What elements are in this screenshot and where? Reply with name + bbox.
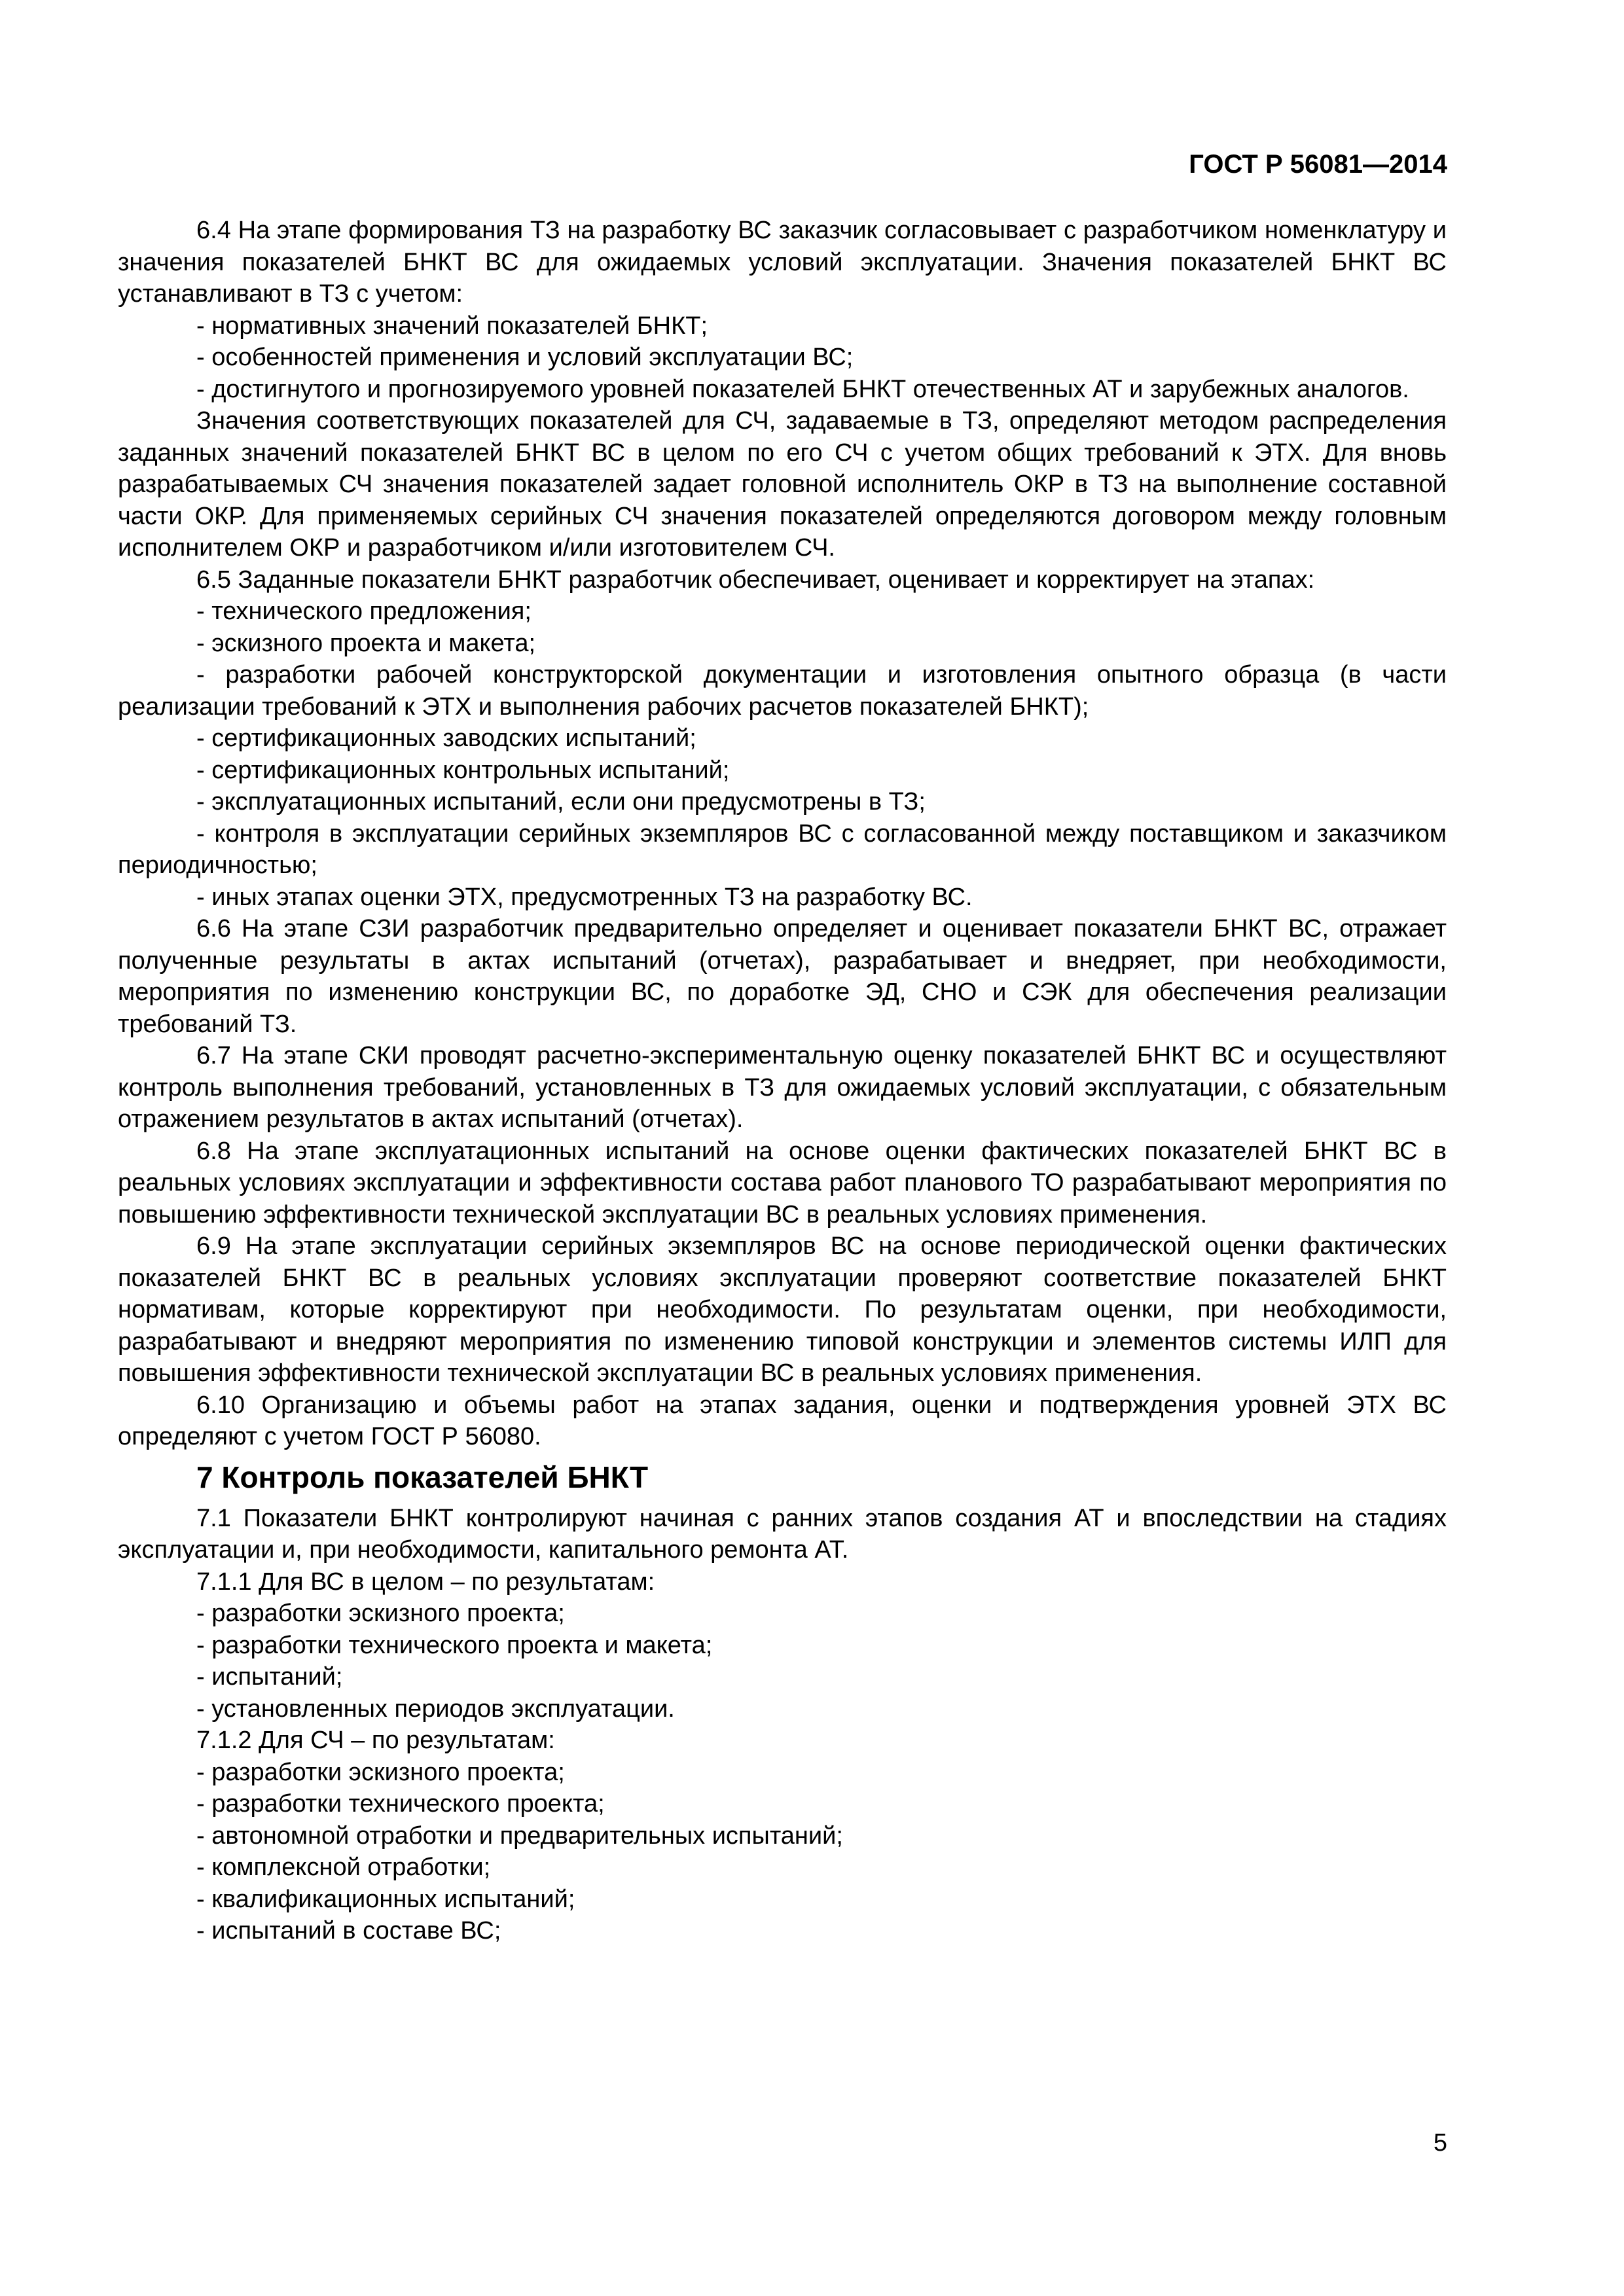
- paragraph-7-1-2: 7.1.2 Для СЧ – по результатам:: [196, 1727, 555, 1754]
- list-item: - разработки рабочей конструкторской документации и изготовления опытного образца (в части реализации требований к ЭТХ и выполнения рабочих расчетов показателей БНКТ);: [118, 661, 1447, 721]
- document-body: [118, 215, 1447, 1947]
- paragraph-6-5: 6.5 Заданные показатели БНКТ разработчик обеспечивает, оценивает и корректирует на этапах:: [196, 565, 1315, 594]
- paragraph-6-6: 6.6 На этапе СЗИ разработчик предварительно определяет и оценивает показатели БНКТ ВС, отражает полученные результаты в актах испытаний (отчетах), разрабатывает и внедряет, при необходимости, мероприятия по изменению конструкции ВС, по доработке ЭД, СНО и СЭК для обеспечения реализации требований ТЗ.: [118, 915, 1447, 1038]
- list-item: - нормативных значений показателей БНКТ;: [196, 312, 708, 340]
- list-item: - разработки технического проекта и макета;: [196, 1631, 713, 1659]
- list-item: - особенностей применения и условий эксплуатации ВС;: [196, 344, 854, 371]
- list-item: - контроля в эксплуатации серийных экземпляров ВС с согласованной между поставщиком и заказчиком периодичностью;: [118, 819, 1447, 879]
- page-number: 5: [1433, 2129, 1447, 2157]
- list-item: - технического предложения;: [196, 598, 532, 625]
- paragraph-6-7: 6.7 На этапе СКИ проводят расчетно-экспериментальную оценку показателей БНКТ ВС и осуществляют контроль выполнения требований, установленных в ТЗ для ожидаемых условий эксплуатации, с обязательным отражением результатов в актах испытаний (отчетах).: [118, 1042, 1447, 1133]
- list-item: - испытаний;: [196, 1663, 343, 1691]
- list-item: - разработки технического проекта;: [196, 1790, 605, 1818]
- list-item: - эскизного проекта и макета;: [196, 629, 536, 657]
- paragraph-6-10: 6.10 Организацию и объемы работ на этапах задания, оценки и подтверждения уровней ЭТХ ВС определяют с учетом ГОСТ Р 56080.: [118, 1391, 1447, 1450]
- paragraph-7-1: 7.1 Показатели БНКТ контролируют начиная с ранних этапов создания АТ и впоследствии на стадиях эксплуатации и, при необходимости, капитального ремонта АТ.: [118, 1504, 1447, 1564]
- list-item: - квалификационных испытаний;: [196, 1885, 575, 1913]
- list-item: - автономной отработки и предварительных испытаний;: [196, 1821, 843, 1850]
- paragraph-6-4: 6.4 На этапе формирования ТЗ на разработку ВС заказчик согласовывает с разработчиком номенклатуру и значения показателей БНКТ ВС для ожидаемых условий эксплуатации. Значения показателей БНКТ ВС устанавливают в ТЗ с учетом:: [118, 217, 1447, 308]
- list-item: - испытаний в составе ВС;: [196, 1917, 501, 1945]
- paragraph-6-9: 6.9 На этапе эксплуатации серийных экземпляров ВС на основе периодической оценки фактических показателей БНКТ ВС в реальных условиях эксплуатации проверяют соответствие показателей БНКТ нормативам, которые корректируют при необходимости. По результатам оценки, при необходимости, разрабатывают и внедряют мероприятия по изменению типовой конструкции и элементов системы ИЛП для повышения эффективности технической эксплуатации ВС в реальных условиях применения.: [118, 1232, 1447, 1387]
- document-header-id: ГОСТ Р 56081—2014: [1189, 150, 1447, 179]
- paragraph-7-1-1: 7.1.1 Для ВС в целом – по результатам:: [196, 1568, 655, 1596]
- list-item: - разработки эскизного проекта;: [196, 1600, 565, 1627]
- list-item: - сертификационных заводских испытаний;: [196, 725, 696, 752]
- paragraph-sch-values: Значения соответствующих показателей для СЧ, задаваемые в ТЗ, определяют методом распределения заданных значений показателей БНКТ ВС в целом по его СЧ с учетом общих требований к ЭТХ. Для вновь разрабатываемых СЧ значения показателей задает головной исполнитель ОКР в ТЗ на выполнение составной части ОКР. Для применяемых серийных СЧ значения показателей определяются договором между головным исполнителем ОКР и разработчиком и/или изготовителем СЧ.: [118, 407, 1447, 562]
- list-item: - эксплуатационных испытаний, если они предусмотрены в ТЗ;: [196, 788, 926, 816]
- list-item: - достигнутого и прогнозируемого уровней показателей БНКТ отечественных АТ и зарубежных аналогов.: [196, 375, 1409, 403]
- list-item: - установленных периодов эксплуатации.: [196, 1695, 675, 1723]
- list-item: - иных этапах оценки ЭТХ, предусмотренных ТЗ на разработку ВС.: [196, 883, 973, 911]
- list-item: - сертификационных контрольных испытаний;: [196, 756, 730, 784]
- list-item: - комплексной отработки;: [196, 1854, 491, 1881]
- list-item: - разработки эскизного проекта;: [196, 1758, 565, 1786]
- paragraph-6-8: 6.8 На этапе эксплуатационных испытаний на основе оценки фактических показателей БНКТ ВС в реальных условиях эксплуатации и эффективности состава работ планового ТО разрабатывают мероприятия по повышению эффективности технической эксплуатации ВС в реальных условиях применения.: [118, 1137, 1447, 1229]
- section-7-heading: 7 Контроль показателей БНКТ: [196, 1460, 649, 1494]
